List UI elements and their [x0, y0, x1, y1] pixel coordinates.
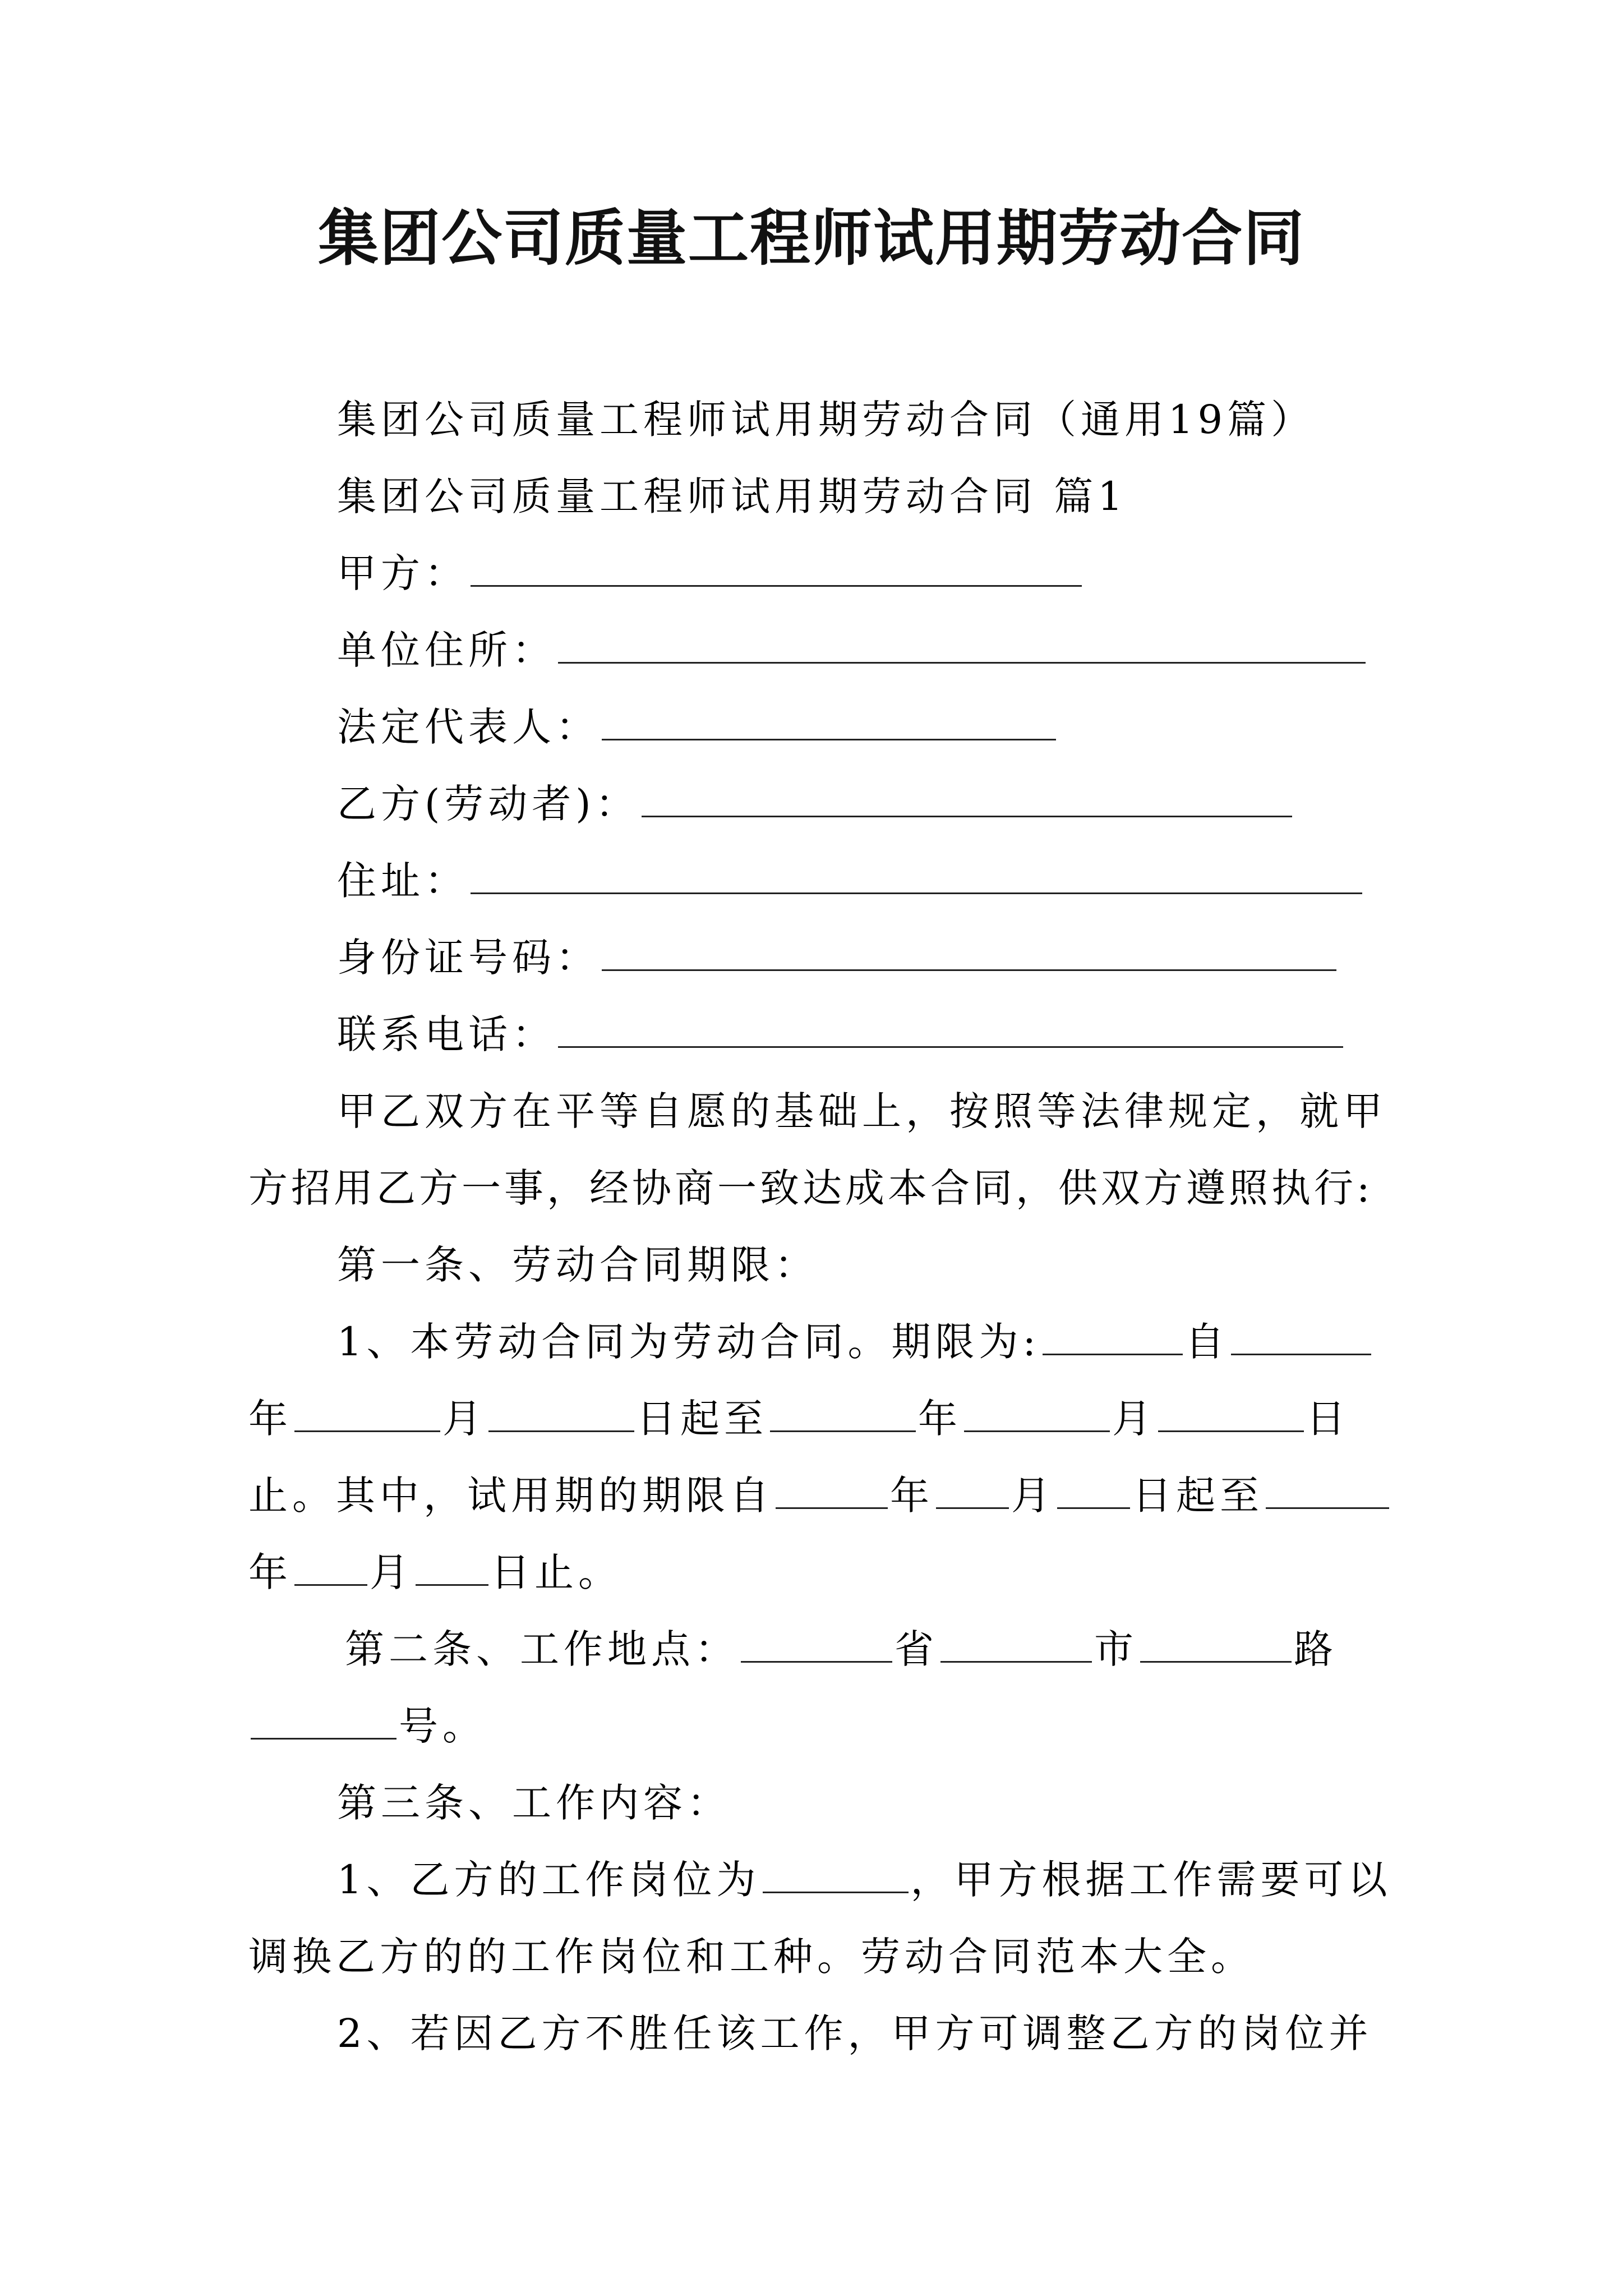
article3-heading: 第三条、工作内容： — [337, 1780, 731, 1826]
intro-line-2 — [248, 1150, 1382, 1227]
party-b-blank — [642, 780, 1292, 817]
intro-text-2: 方招用乙方一事，经协商一致达成本合同，供双方遵照执行: — [248, 1165, 1373, 1211]
legal-rep-blank — [602, 703, 1056, 740]
party-b-row — [248, 766, 1382, 843]
position-text-3: 调换乙方的的工作岗位和工种。劳动合同范本大全。 — [248, 1934, 1255, 1980]
legal-rep-label: 法定代表人： — [337, 704, 600, 750]
document-title: 集团公司质量工程师试用期劳动合同 — [317, 203, 1305, 274]
day-from-to-text: 日起至 — [637, 1396, 768, 1442]
article3-heading-line — [248, 1765, 1382, 1842]
month-text-2: 月 — [1112, 1396, 1156, 1442]
probation-month-text: 月 — [1011, 1473, 1055, 1519]
phone-blank — [558, 1010, 1343, 1048]
probation-end-year-text: 年 — [248, 1549, 292, 1595]
from-year-blank — [1231, 1318, 1371, 1355]
city-text: 市 — [1094, 1626, 1138, 1672]
intro-text-1: 甲乙双方在平等自愿的基础上，按照等法律规定，就甲 — [337, 1088, 1387, 1134]
probation-end-day-blank — [416, 1548, 488, 1586]
province-blank — [741, 1625, 892, 1663]
position-text: 1、乙方的工作岗位为 — [337, 1857, 760, 1903]
year-text: 年 — [248, 1396, 292, 1442]
probation-day-blank — [1057, 1471, 1130, 1509]
party-a-blank — [471, 549, 1082, 587]
road-text: 路 — [1294, 1626, 1338, 1672]
probation-end-text: 日止。 — [491, 1549, 622, 1595]
position-text-2: ，甲方根据工作需要可以 — [910, 1857, 1392, 1903]
probation-year-blank — [776, 1471, 888, 1509]
number-text: 号。 — [399, 1703, 486, 1749]
probation-text: 止。其中，试用期的期限自 — [248, 1473, 773, 1519]
probation-end-month-blank — [294, 1548, 367, 1586]
residence-row — [248, 843, 1382, 919]
to-year-blank — [770, 1395, 916, 1432]
day-blank — [488, 1395, 634, 1432]
subtitle: 集团公司质量工程师试用期劳动合同（通用19篇） — [337, 397, 1315, 443]
residence-label: 住址： — [337, 858, 468, 904]
article1-heading-line — [248, 1227, 1382, 1304]
article2-line-1 — [248, 1611, 1382, 1688]
party-b-label: 乙方(劳动者)： — [337, 781, 639, 827]
number-blank — [251, 1702, 396, 1740]
id-number-label: 身份证号码： — [337, 935, 600, 981]
legal-rep-row — [248, 689, 1382, 766]
article2-line-2 — [248, 1688, 1382, 1765]
article3-line-1 — [248, 1842, 1392, 1918]
to-day-blank — [1158, 1395, 1304, 1432]
document-body — [248, 381, 1392, 2072]
article1-line-2 — [248, 1381, 1382, 1457]
article1-line-1 — [248, 1304, 1382, 1381]
position-blank — [763, 1856, 909, 1893]
article2-heading: 第二条、工作地点： — [345, 1626, 739, 1672]
section-heading-line — [248, 458, 1382, 535]
subtitle-line — [248, 381, 1382, 458]
party-a-label: 甲方： — [337, 550, 468, 596]
probation-end-month-text: 月 — [370, 1549, 413, 1595]
probation-year-text: 年 — [890, 1473, 934, 1519]
probation-end-year-blank — [1266, 1471, 1389, 1509]
day-text: 日 — [1306, 1396, 1350, 1442]
address-row — [248, 612, 1382, 689]
month-blank — [294, 1395, 440, 1432]
province-text: 省 — [895, 1626, 938, 1672]
adjustment-text: 2、若因乙方不胜任该工作，甲方可调整乙方的岗位并 — [337, 2010, 1373, 2056]
id-number-row — [248, 919, 1382, 996]
residence-blank — [471, 857, 1362, 894]
article1-line-4 — [248, 1534, 1382, 1611]
month-text: 月 — [442, 1396, 486, 1442]
party-a-row — [248, 535, 1382, 612]
probation-month-blank — [936, 1471, 1009, 1509]
city-blank — [940, 1625, 1092, 1663]
road-blank — [1140, 1625, 1292, 1663]
article1-heading: 第一条、劳动合同期限： — [337, 1242, 818, 1288]
to-month-blank — [964, 1395, 1110, 1432]
article1-line-3 — [248, 1457, 1382, 1534]
section-heading: 集团公司质量工程师试用期劳动合同 篇1 — [337, 473, 1127, 519]
article3-line-3 — [248, 1995, 1382, 2072]
phone-row — [248, 996, 1382, 1073]
id-number-blank — [602, 933, 1336, 971]
article1-term-text: 1、本劳动合同为劳动合同。期限为: — [337, 1319, 1041, 1365]
address-blank — [558, 626, 1366, 664]
address-label: 单位住所： — [337, 627, 556, 673]
probation-from-to-text: 日起至 — [1132, 1473, 1264, 1519]
term-blank — [1043, 1318, 1183, 1355]
intro-line-1 — [248, 1073, 1387, 1150]
phone-label: 联系电话： — [337, 1011, 556, 1057]
from-text: 自 — [1185, 1319, 1229, 1365]
article3-line-2 — [248, 1918, 1382, 1995]
year-text-2: 年 — [918, 1396, 962, 1442]
